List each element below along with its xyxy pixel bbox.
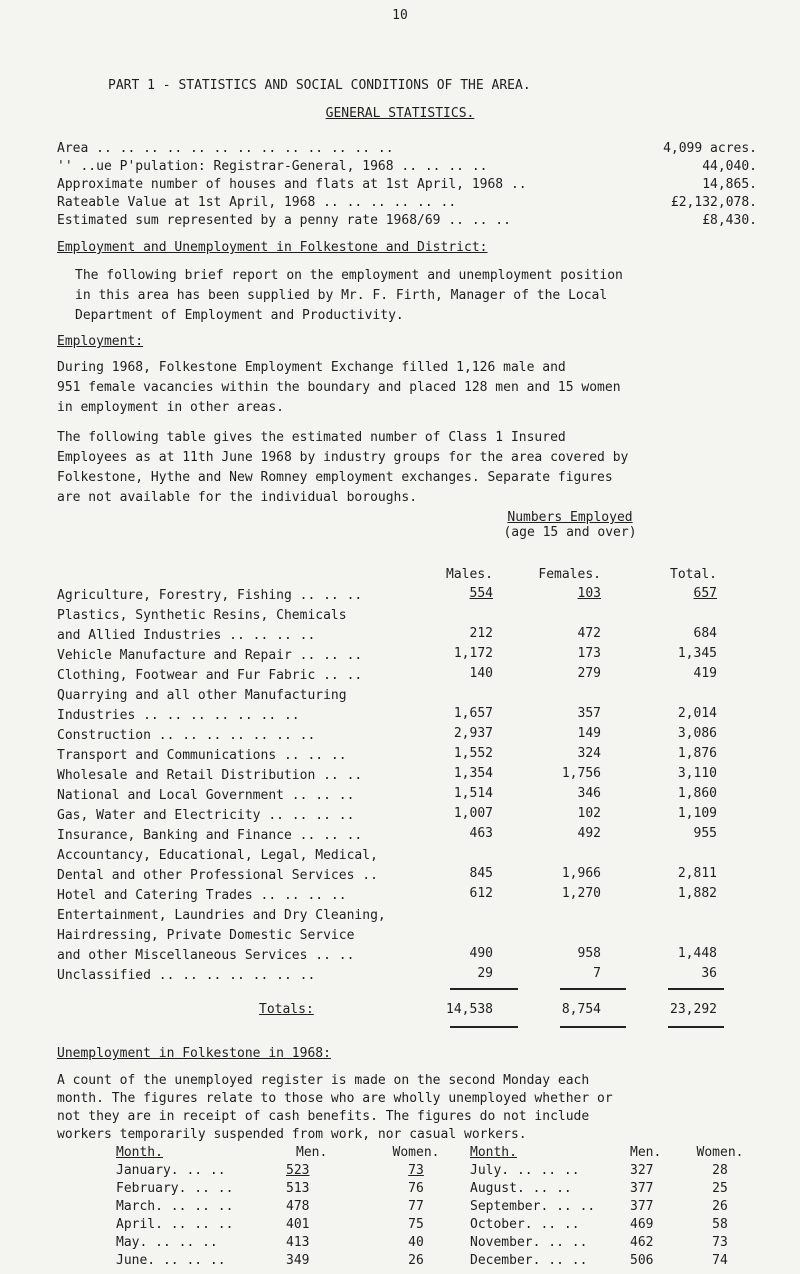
table-row xyxy=(470,1163,750,1181)
industry-name: Entertainment, Laundries and Dry Cleaning, Hairdressing, Private Domestic Service and other Miscellaneous Services .. .. xyxy=(57,908,386,963)
totals-rule-females xyxy=(560,988,626,990)
employment-paragraph-2: The following table gives the estimated number of Class 1 Insured Employees as at 11th June 1968 by industry groups for the area covered by Folkestone, Hythe and New Romney employment exchanges. Separate figures are not available for the individual boroughs. xyxy=(57,430,629,505)
females-value: 7 xyxy=(593,966,601,981)
men-value: 401 xyxy=(286,1217,310,1232)
women-value: 26 xyxy=(408,1253,424,1268)
industry-name: Construction .. .. .. .. .. .. .. xyxy=(57,728,316,743)
table-heading-line-1: Numbers Employed xyxy=(507,510,633,525)
stat-value: £2,132,078. xyxy=(670,195,757,210)
males-value: 1,007 xyxy=(453,806,493,821)
column-headers xyxy=(57,567,717,585)
industry-name: Wholesale and Retail Distribution .. .. xyxy=(57,768,363,783)
males-value: 1,657 xyxy=(453,706,493,721)
women-value: 25 xyxy=(712,1181,728,1196)
women-value: 74 xyxy=(712,1253,728,1268)
females-value: 1,966 xyxy=(561,866,601,881)
month-name: February. .. .. xyxy=(116,1181,234,1196)
table-row xyxy=(116,1199,446,1217)
month-headers-continued xyxy=(470,1145,750,1163)
men-value: 478 xyxy=(286,1199,310,1214)
month-name: September. .. .. xyxy=(470,1199,596,1214)
men-value: 413 xyxy=(286,1235,310,1250)
unemployment-paragraph: A count of the unemployed register is made on the second Monday each month. The figures relate to those who are wholly unemployed whether or not they are in receipt of cash benefits. The figures do not include workers temporarily suspended from work, nor casual workers. xyxy=(57,1073,613,1142)
females-value: 492 xyxy=(577,826,601,841)
stat-value: 4,099 acres. xyxy=(663,141,757,156)
unemployment-heading: Unemployment in Folkestone in 1968: xyxy=(57,1046,331,1061)
employment-paragraph-1: During 1968, Folkestone Employment Exchange filled 1,126 male and 951 female vacancies within the boundary and placed 128 men and 15 women in employment in other areas. xyxy=(57,360,621,415)
total-value: 1,448 xyxy=(677,946,717,961)
women-value: 75 xyxy=(408,1217,424,1232)
industry-name: Transport and Communications .. .. .. xyxy=(57,748,347,763)
total-value: 1,882 xyxy=(677,886,717,901)
women-value: 26 xyxy=(712,1199,728,1214)
total-value: 955 xyxy=(693,826,717,841)
stat-label: Approximate number of houses and flats at 1st April, 1968 .. xyxy=(57,177,527,192)
table-row xyxy=(470,1253,750,1271)
header-total: Total. xyxy=(670,567,717,582)
month-headers xyxy=(116,1145,446,1163)
males-value: 29 xyxy=(477,966,493,981)
stat-row xyxy=(57,195,757,213)
men-value: 506 xyxy=(630,1253,654,1268)
table-row xyxy=(116,1181,446,1199)
females-value: 346 xyxy=(577,786,601,801)
males-value: 140 xyxy=(469,666,493,681)
total-value: 657 xyxy=(693,586,717,601)
employment-subheading: Employment: xyxy=(57,334,144,349)
employment-heading: Employment and Unemployment in Folkestone and District: xyxy=(57,240,488,255)
stat-label: Rateable Value at 1st April, 1968 .. .. .. .. .. .. xyxy=(57,195,457,210)
total-value: 684 xyxy=(693,626,717,641)
males-value: 463 xyxy=(469,826,493,841)
females-value: 324 xyxy=(577,746,601,761)
females-value: 1,756 xyxy=(561,766,601,781)
men-value: 462 xyxy=(630,1235,654,1250)
totals-underline-males xyxy=(450,1026,518,1028)
total-value: 1,109 xyxy=(677,806,717,821)
females-value: 958 xyxy=(577,946,601,961)
month-name: March. .. .. .. xyxy=(116,1199,234,1214)
industry-name: Unclassified .. .. .. .. .. .. .. xyxy=(57,968,316,983)
totals-rule-total xyxy=(668,988,724,990)
males-value: 490 xyxy=(469,946,493,961)
header-women: Women. xyxy=(696,1145,744,1160)
totals-rule-males xyxy=(450,988,518,990)
table-row xyxy=(470,1217,750,1235)
month-name: November. .. .. xyxy=(470,1235,588,1250)
men-value: 513 xyxy=(286,1181,310,1196)
females-value: 149 xyxy=(577,726,601,741)
header-month: Month. xyxy=(470,1145,517,1160)
males-value: 1,552 xyxy=(453,746,493,761)
table-heading-line-2: (age 15 and over) xyxy=(503,525,637,540)
industry-name: Hotel and Catering Trades .. .. .. .. xyxy=(57,888,347,903)
totals-females: 8,754 xyxy=(561,1002,601,1017)
industry-name: Accountancy, Educational, Legal, Medical, Dental and other Professional Services .. xyxy=(57,848,378,883)
table-row xyxy=(116,1235,446,1253)
part-title: PART 1 - STATISTICS AND SOCIAL CONDITIONS OF THE AREA. xyxy=(108,78,531,93)
industry-name: Agriculture, Forestry, Fishing .. .. .. xyxy=(57,588,363,603)
table-row xyxy=(470,1199,750,1217)
males-value: 1,172 xyxy=(453,646,493,661)
men-value: 327 xyxy=(630,1163,654,1178)
women-value: 76 xyxy=(408,1181,424,1196)
industry-name: Insurance, Banking and Finance .. .. .. xyxy=(57,828,363,843)
header-men: Men. xyxy=(630,1145,662,1160)
month-name: January. .. .. xyxy=(116,1163,226,1178)
month-name: April. .. .. .. xyxy=(116,1217,234,1232)
males-value: 845 xyxy=(469,866,493,881)
females-value: 173 xyxy=(577,646,601,661)
stat-label: Estimated sum represented by a penny rate 1968/69 .. .. .. xyxy=(57,213,511,228)
males-value: 1,354 xyxy=(453,766,493,781)
males-value: 1,514 xyxy=(453,786,493,801)
table-row xyxy=(470,1235,750,1253)
month-name: October. .. .. xyxy=(470,1217,580,1232)
females-value: 103 xyxy=(577,586,601,601)
total-value: 3,110 xyxy=(677,766,717,781)
month-name: July. .. .. .. xyxy=(470,1163,580,1178)
men-value: 349 xyxy=(286,1253,310,1268)
industry-name: Quarrying and all other Manufacturing Industries .. .. .. .. .. .. .. xyxy=(57,688,347,723)
total-value: 1,345 xyxy=(677,646,717,661)
header-women: Women. xyxy=(392,1145,440,1160)
stat-label: Area .. .. .. .. .. .. .. .. .. .. .. .. .. xyxy=(57,141,394,156)
women-value: 73 xyxy=(712,1235,728,1250)
stat-value: £8,430. xyxy=(702,213,757,228)
men-value: 469 xyxy=(630,1217,654,1232)
month-name: May. .. .. .. xyxy=(116,1235,218,1250)
table-row xyxy=(116,1163,446,1181)
stat-row xyxy=(57,141,757,159)
women-value: 73 xyxy=(408,1163,424,1178)
stat-row xyxy=(57,213,757,231)
industry-name: National and Local Government .. .. .. xyxy=(57,788,355,803)
total-value: 1,876 xyxy=(677,746,717,761)
women-value: 40 xyxy=(408,1235,424,1250)
month-name: June. .. .. .. xyxy=(116,1253,226,1268)
females-value: 279 xyxy=(577,666,601,681)
totals-underline-total xyxy=(668,1026,724,1028)
stat-row xyxy=(57,177,757,195)
total-value: 36 xyxy=(701,966,717,981)
total-value: 2,811 xyxy=(677,866,717,881)
header-males: Males. xyxy=(446,567,493,582)
table-row xyxy=(116,1217,446,1235)
header-month: Month. xyxy=(116,1145,163,1160)
total-value: 2,014 xyxy=(677,706,717,721)
industry-name: Gas, Water and Electricity .. .. .. .. xyxy=(57,808,355,823)
women-value: 28 xyxy=(712,1163,728,1178)
men-value: 377 xyxy=(630,1199,654,1214)
intro-paragraph: The following brief report on the employment and unemployment position in this area has been supplied by Mr. F. Firth, Manager of the Local Department of Employment and Productivity. xyxy=(75,268,623,323)
men-value: 377 xyxy=(630,1181,654,1196)
totals-males: 14,538 xyxy=(446,1002,493,1017)
page-number: 10 xyxy=(392,8,408,23)
totals-underline-females xyxy=(560,1026,626,1028)
month-name: December. .. .. xyxy=(470,1253,588,1268)
month-name: August. .. .. xyxy=(470,1181,572,1196)
men-value: 523 xyxy=(286,1163,310,1178)
table-row xyxy=(116,1253,446,1271)
totals-label: Totals: xyxy=(259,1002,314,1017)
total-value: 3,086 xyxy=(677,726,717,741)
males-value: 2,937 xyxy=(453,726,493,741)
females-value: 472 xyxy=(577,626,601,641)
header-men: Men. xyxy=(296,1145,328,1160)
males-value: 212 xyxy=(469,626,493,641)
industry-name: Clothing, Footwear and Fur Fabric .. .. xyxy=(57,668,363,683)
section-title: GENERAL STATISTICS. xyxy=(325,106,475,121)
industry-name: Vehicle Manufacture and Repair .. .. .. xyxy=(57,648,363,663)
header-females: Females. xyxy=(538,567,601,582)
stat-row xyxy=(57,159,757,177)
males-value: 554 xyxy=(469,586,493,601)
females-value: 1,270 xyxy=(561,886,601,901)
stat-value: 44,040. xyxy=(702,159,757,174)
males-value: 612 xyxy=(469,886,493,901)
stat-label: '' ..ue P'pulation: Registrar-General, 1968 .. .. .. .. xyxy=(57,159,488,174)
totals-total: 23,292 xyxy=(670,1002,717,1017)
table-row xyxy=(470,1181,750,1199)
females-value: 102 xyxy=(577,806,601,821)
women-value: 58 xyxy=(712,1217,728,1232)
females-value: 357 xyxy=(577,706,601,721)
total-value: 419 xyxy=(693,666,717,681)
table-heading xyxy=(460,510,680,540)
totals-row xyxy=(57,1002,717,1020)
stat-value: 14,865. xyxy=(702,177,757,192)
total-value: 1,860 xyxy=(677,786,717,801)
women-value: 77 xyxy=(408,1199,424,1214)
industry-name: Plastics, Synthetic Resins, Chemicals and Allied Industries .. .. .. .. xyxy=(57,608,347,643)
